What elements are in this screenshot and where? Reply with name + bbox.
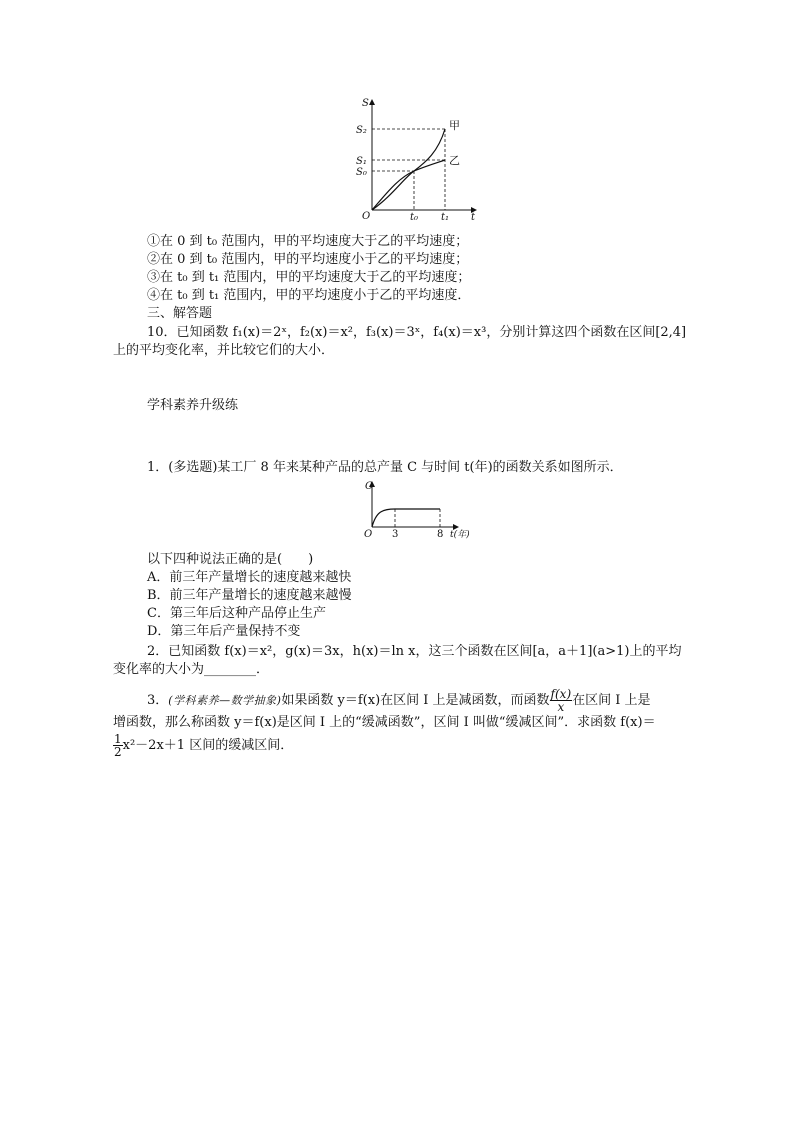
- fig2-tick-3: 3: [392, 529, 399, 540]
- p3-fraction: [550, 688, 573, 713]
- fig2-origin-label: O: [364, 529, 373, 540]
- p3-line1: [147, 688, 651, 713]
- option-2: ②在 0 到 t₀ 范围内，甲的平均速度小于乙的平均速度；: [147, 252, 469, 267]
- p3-frac-num: f(x): [550, 687, 572, 701]
- choice-c: C．第三年后这种产品停止生产: [147, 606, 326, 621]
- t0-label: t₀: [410, 212, 419, 223]
- p3-half-num: 1: [114, 732, 122, 746]
- p3-text-c: x²－2x＋1 区间的缓减区间．: [122, 738, 294, 753]
- fig2-x-label: t(年): [450, 530, 470, 540]
- fig2-production-curve: [372, 509, 440, 527]
- p3-frac-den: x: [557, 700, 565, 714]
- p3-number: 3．: [147, 693, 169, 708]
- curve-yi: [372, 160, 445, 210]
- curve-jia: [372, 129, 445, 210]
- section-title: 三、解答题: [147, 306, 213, 321]
- fig2-tick-8: 8: [437, 529, 444, 540]
- p2-line2: 变化率的大小为________．: [113, 662, 270, 677]
- choice-a: A．前三年产量增长的速度越来越快: [147, 570, 352, 585]
- option-3: ③在 t₀ 到 t₁ 范围内，甲的平均速度大于乙的平均速度；: [147, 270, 471, 285]
- option-1: ①在 0 到 t₀ 范围内，甲的平均速度大于乙的平均速度；: [147, 234, 469, 249]
- curve-jia-label: 甲: [449, 119, 460, 132]
- s0-label: S₀: [356, 167, 367, 178]
- s2-label: S₂: [356, 125, 367, 136]
- p1-stem: 1．(多选题)某工厂 8 年来某种产品的总产量 C 与时间 t(年)的函数关系如图所示．: [147, 460, 623, 475]
- curve-yi-label: 乙: [449, 154, 460, 167]
- x-axis-label: t: [471, 212, 476, 223]
- choice-b: B．前三年产量增长的速度越来越慢: [147, 588, 352, 603]
- p2-line1: 2．已知函数 f(x)＝x²，g(x)＝3x，h(x)＝ln x，这三个函数在区间[a，a＋1](a>1)上的平均: [147, 644, 682, 659]
- y-axis-label: S: [362, 98, 369, 109]
- origin-label: O: [362, 211, 371, 222]
- q10-line2: 上的平均变化率，并比较它们的大小．: [113, 343, 335, 358]
- option-4: ④在 t₀ 到 t₁ 范围内，甲的平均速度小于乙的平均速度．: [147, 288, 471, 303]
- p3-half-den: 2: [114, 745, 122, 759]
- p3-text-a: 如果函数 y＝f(x)在区间 I 上是减函数，而函数: [281, 693, 550, 708]
- p3-half: [113, 733, 123, 758]
- t1-label: t₁: [441, 212, 450, 223]
- p3-tag: (学科素养—数学抽象): [168, 694, 282, 707]
- practice-title: 学科素养升级练: [147, 398, 239, 413]
- p3-line3: [113, 733, 293, 758]
- p3-text-b: 在区间 I 上是: [572, 693, 651, 708]
- p3-line2: 增函数，那么称函数 y＝f(x)是区间 I 上的“缓减函数”，区间 I 叫做“缓减区间”．求函数 f(x)＝: [113, 715, 656, 730]
- s1-label: S₁: [356, 156, 367, 167]
- q10-line1: 10．已知函数 f₁(x)＝2ˣ，f₂(x)＝x²，f₃(x)＝3ˣ，f₄(x)＝x³，分别计算这四个函数在区间[2,4]: [147, 325, 687, 340]
- fig2-y-label: C: [365, 481, 373, 492]
- choice-d: D．第三年后产量保持不变: [147, 624, 301, 639]
- p1-prompt: 以下四种说法正确的是( ): [147, 552, 314, 567]
